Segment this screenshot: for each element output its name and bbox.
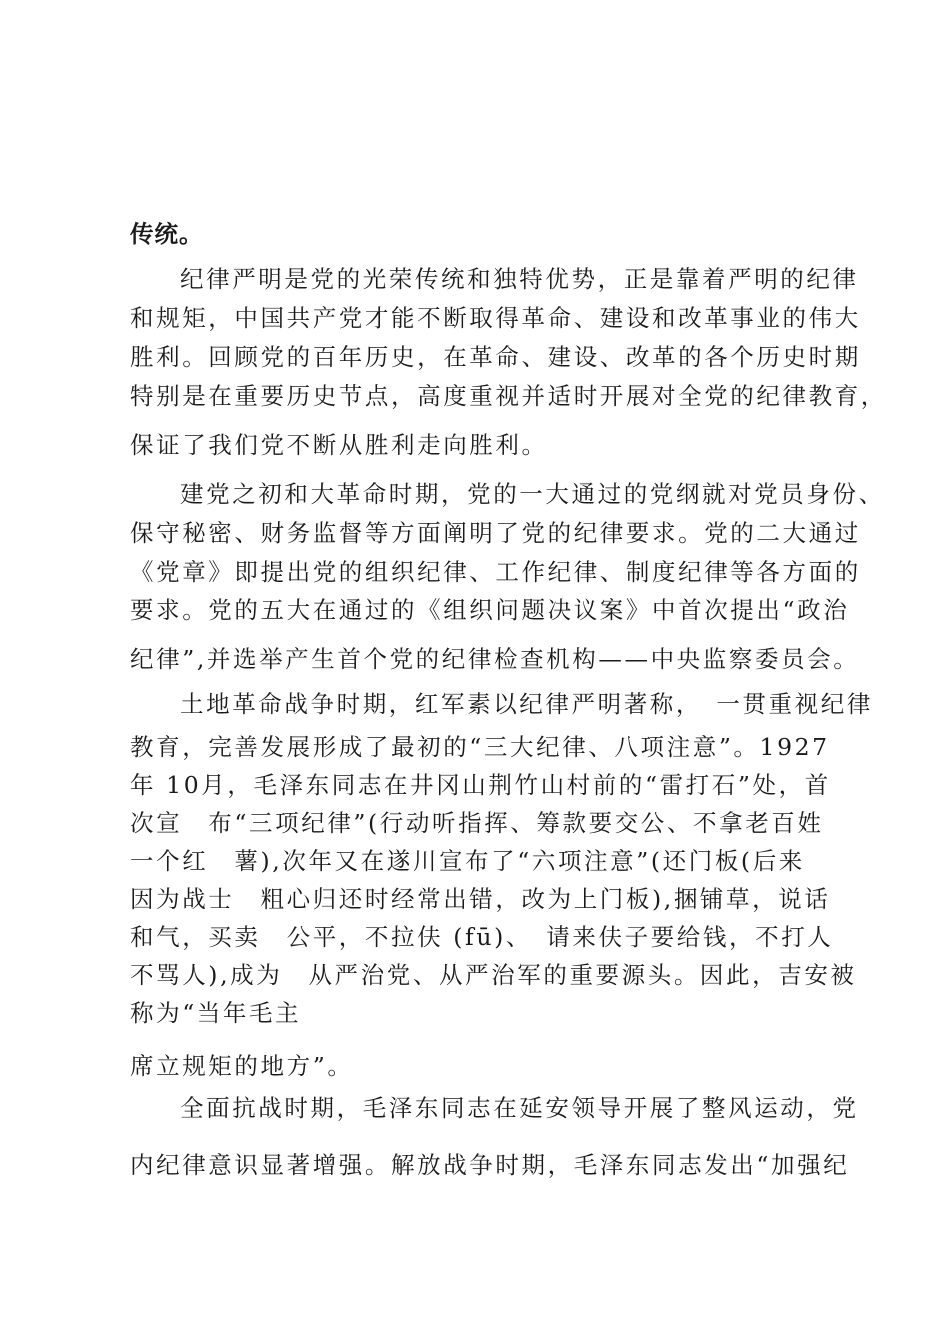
text-line: 因为战士 粗心归还时经常出错，改为上门板),捆铺草，说话: [130, 885, 831, 913]
paragraph-first-line: 土地革命战争时期，红军素以纪律严明著称， 一贯重视纪律: [180, 690, 873, 718]
text-line: 保守秘密、财务监督等方面阐明了党的纪律要求。党的二大通过: [130, 519, 861, 547]
text-line: 内纪律意识显著增强。解放战争时期，毛泽东同志发出“加强纪: [130, 1151, 850, 1179]
text-line: 不骂人),成为 从严治党、从严治军的重要源头。因此，吉安被: [130, 961, 857, 989]
text-line: 和气，买卖 公平，不拉伕 (fū)、 请来伕子要给钱，不打人: [130, 923, 834, 951]
text-line: 要求。党的五大在通过的《组织问题决议案》中首次提出“政治: [130, 596, 850, 624]
paragraph-first-line: 纪律严明是党的光荣传统和独特优势，正是靠着严明的纪律: [180, 265, 859, 293]
text-line: 特别是在重要历史节点，高度重视并适时开展对全党的纪律教育，: [130, 382, 887, 410]
text-line: 保证了我们党不断从胜利走向胜利。: [130, 431, 548, 459]
paragraph-first-line: 建党之初和大革命时期，党的一大通过的党纲就对党员身份、: [180, 480, 885, 508]
text-line: 胜利。回顾党的百年历史，在革命、建设、改革的各个历史时期: [130, 343, 861, 371]
text-line: 席立规矩的地方”。: [130, 1052, 354, 1080]
paragraph-first-line: 全面抗战时期，毛泽东同志在延安领导开展了整风运动，党: [180, 1094, 859, 1122]
text-line: 一个红 薯),次年又在遂川宣布了“六项注意”(还门板(后来: [130, 847, 805, 875]
text-line: 教育，完善发展形成了最初的“三大纪律、八项注意”。1927: [130, 733, 830, 761]
text-line: 和规矩，中国共产党才能不断取得革命、建设和改革事业的伟大: [130, 304, 861, 332]
text-line: 纪律”,并选举产生首个党的纪律检查机构——中央监察委员会。: [130, 645, 860, 673]
text-line: 《党章》即提出党的组织纪律、工作纪律、制度纪律等各方面的: [130, 558, 861, 586]
text-line: 传统。: [130, 220, 204, 248]
text-line: 年 10月，毛泽东同志在井冈山荆竹山村前的“雷打石”处，首: [130, 771, 831, 799]
text-line: 称为“当年毛主: [130, 999, 302, 1027]
text-line: 次宣 布“三项纪律”(行动听指挥、筹款要交公、不拿老百姓: [130, 809, 824, 837]
